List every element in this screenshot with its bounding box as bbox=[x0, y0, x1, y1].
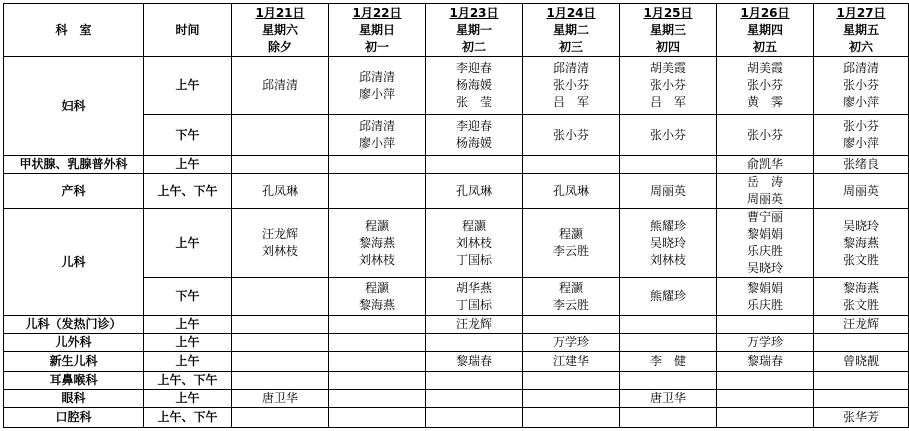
day-lunar: 初一 bbox=[364, 39, 389, 54]
doctor-name: 刘林枝 bbox=[649, 252, 686, 267]
doctor-name: 刘林枝 bbox=[358, 252, 395, 267]
doctor-name: 孔凤琳 bbox=[455, 183, 492, 198]
doctor-name: 张小芬 bbox=[746, 78, 783, 92]
duty-cell bbox=[329, 372, 426, 390]
doctor-name: 张文胜 bbox=[842, 252, 879, 267]
duty-cell bbox=[523, 408, 620, 428]
schedule-row bbox=[4, 352, 909, 372]
duty-cell bbox=[329, 156, 426, 174]
duty-cell bbox=[426, 390, 523, 408]
doctor-name: 汪龙辉 bbox=[842, 317, 879, 331]
doctor-name: 张小芬 bbox=[649, 78, 686, 92]
time-cell: 上午、下午 bbox=[144, 174, 232, 209]
duty-cell bbox=[717, 372, 814, 390]
duty-cell bbox=[523, 278, 620, 316]
doctor-name: 吕 军 bbox=[649, 95, 686, 109]
duty-cell bbox=[523, 316, 620, 334]
day-date: 1月23日 bbox=[449, 5, 499, 20]
duty-cell bbox=[232, 156, 329, 174]
duty-cell bbox=[329, 278, 426, 316]
duty-cell bbox=[232, 209, 329, 278]
doctor-name: 张小芬 bbox=[746, 127, 783, 142]
day-weekday: 星期三 bbox=[649, 22, 686, 37]
doctor-name: 唐卫华 bbox=[261, 391, 298, 405]
doctor-name: 邱清清 bbox=[358, 119, 395, 133]
duty-cell bbox=[329, 174, 426, 209]
duty-cell bbox=[814, 390, 909, 408]
day-date: 1月27日 bbox=[836, 5, 886, 20]
department-cell: 妇科 bbox=[4, 57, 144, 156]
doctor-name: 黄 霁 bbox=[746, 95, 783, 109]
day-date: 1月21日 bbox=[255, 5, 305, 20]
doctor-name: 程灏 bbox=[364, 218, 389, 233]
department-cell: 儿外科 bbox=[4, 334, 144, 352]
day-lunar: 初三 bbox=[558, 39, 583, 54]
day-weekday: 星期一 bbox=[455, 22, 492, 37]
duty-cell bbox=[232, 174, 329, 209]
doctor-name: 李 健 bbox=[649, 354, 686, 368]
day-header bbox=[426, 4, 523, 57]
doctor-name: 张华芳 bbox=[842, 410, 879, 424]
duty-cell bbox=[329, 209, 426, 278]
day-weekday: 星期四 bbox=[746, 22, 783, 37]
schedule-row bbox=[4, 209, 909, 278]
schedule-row bbox=[4, 408, 909, 428]
doctor-name: 邱清清 bbox=[261, 78, 298, 92]
duty-cell bbox=[329, 334, 426, 352]
doctor-name: 熊耀珍 bbox=[649, 289, 686, 303]
duty-cell bbox=[814, 316, 909, 334]
duty-cell bbox=[814, 372, 909, 390]
day-header bbox=[620, 4, 717, 57]
doctor-name: 吴晓玲 bbox=[649, 235, 686, 250]
department-cell: 新生儿科 bbox=[4, 352, 144, 372]
duty-cell bbox=[717, 352, 814, 372]
duty-cell bbox=[620, 372, 717, 390]
doctor-name: 吕 军 bbox=[552, 95, 589, 109]
duty-cell bbox=[426, 408, 523, 428]
duty-cell bbox=[620, 115, 717, 156]
duty-cell bbox=[620, 316, 717, 334]
duty-cell bbox=[717, 334, 814, 352]
doctor-name: 程灏 bbox=[558, 227, 583, 241]
time-cell: 上午 bbox=[144, 316, 232, 334]
duty-cell bbox=[620, 352, 717, 372]
schedule-row bbox=[4, 174, 909, 209]
duty-cell bbox=[717, 390, 814, 408]
duty-cell bbox=[329, 408, 426, 428]
doctor-name: 乐庆胜 bbox=[746, 297, 783, 312]
schedule-body bbox=[4, 57, 909, 428]
duty-cell bbox=[620, 278, 717, 316]
doctor-name: 万学珍 bbox=[552, 335, 589, 349]
duty-cell bbox=[329, 352, 426, 372]
doctor-name: 张小芬 bbox=[842, 78, 879, 92]
doctor-name: 邱清清 bbox=[358, 69, 395, 84]
doctor-name: 廖小萍 bbox=[842, 136, 879, 150]
doctor-name: 程灏 bbox=[461, 218, 486, 233]
day-weekday: 星期五 bbox=[842, 22, 879, 37]
day-weekday: 星期六 bbox=[261, 22, 298, 37]
day-header bbox=[523, 4, 620, 57]
department-cell: 甲状腺、乳腺普外科 bbox=[4, 156, 144, 174]
duty-cell bbox=[426, 57, 523, 115]
doctor-name: 张小芬 bbox=[649, 127, 686, 142]
duty-cell bbox=[814, 278, 909, 316]
duty-cell bbox=[523, 174, 620, 209]
duty-cell bbox=[717, 316, 814, 334]
day-lunar: 初四 bbox=[655, 39, 680, 54]
duty-cell bbox=[329, 57, 426, 115]
doctor-name: 黎娟娟 bbox=[746, 227, 783, 241]
day-lunar: 初六 bbox=[848, 39, 873, 54]
duty-cell bbox=[523, 209, 620, 278]
duty-cell bbox=[717, 174, 814, 209]
header-row bbox=[4, 4, 909, 57]
doctor-name: 丁国标 bbox=[455, 297, 492, 312]
doctor-name: 张小芬 bbox=[552, 127, 589, 142]
duty-cell bbox=[232, 57, 329, 115]
doctor-name: 程灏 bbox=[558, 280, 583, 295]
doctor-name: 吴晓玲 bbox=[842, 218, 879, 233]
duty-cell bbox=[523, 372, 620, 390]
doctor-name: 江建华 bbox=[552, 354, 589, 368]
duty-schedule-table bbox=[3, 3, 909, 428]
schedule-row bbox=[4, 334, 909, 352]
doctor-name: 张文胜 bbox=[842, 297, 879, 312]
time-cell: 下午 bbox=[144, 278, 232, 316]
time-cell: 上午 bbox=[144, 57, 232, 115]
duty-cell bbox=[232, 372, 329, 390]
doctor-name: 廖小萍 bbox=[842, 95, 879, 109]
doctor-name: 汪龙辉 bbox=[455, 317, 492, 331]
duty-cell bbox=[523, 352, 620, 372]
duty-cell bbox=[717, 156, 814, 174]
duty-cell bbox=[717, 408, 814, 428]
duty-cell bbox=[426, 115, 523, 156]
doctor-name: 刘林枝 bbox=[261, 244, 298, 258]
doctor-name: 孔凤琳 bbox=[552, 183, 589, 198]
duty-cell bbox=[232, 390, 329, 408]
duty-cell bbox=[620, 209, 717, 278]
duty-cell bbox=[232, 316, 329, 334]
doctor-name: 胡华燕 bbox=[455, 280, 492, 295]
schedule-row bbox=[4, 57, 909, 115]
duty-cell bbox=[426, 352, 523, 372]
doctor-name: 丁国标 bbox=[455, 252, 492, 267]
time-cell: 上午 bbox=[144, 390, 232, 408]
time-cell: 上午 bbox=[144, 156, 232, 174]
doctor-name: 胡美霞 bbox=[649, 61, 686, 75]
duty-cell bbox=[814, 408, 909, 428]
duty-cell bbox=[426, 278, 523, 316]
doctor-name: 李迎春 bbox=[455, 119, 492, 133]
day-header bbox=[329, 4, 426, 57]
duty-cell bbox=[232, 334, 329, 352]
doctor-name: 唐卫华 bbox=[649, 391, 686, 405]
doctor-name: 黎瑞春 bbox=[746, 354, 783, 368]
doctor-name: 黎娟娟 bbox=[746, 280, 783, 295]
doctor-name: 李云胜 bbox=[552, 297, 589, 312]
time-header: 时间 bbox=[144, 4, 232, 57]
duty-cell bbox=[523, 57, 620, 115]
doctor-name: 张小芬 bbox=[552, 78, 589, 92]
doctor-name: 张 莹 bbox=[455, 95, 492, 109]
doctor-name: 程灏 bbox=[364, 280, 389, 295]
duty-cell bbox=[232, 352, 329, 372]
duty-cell bbox=[620, 156, 717, 174]
duty-cell bbox=[814, 209, 909, 278]
doctor-name: 廖小萍 bbox=[358, 136, 395, 150]
duty-cell bbox=[620, 174, 717, 209]
duty-cell bbox=[717, 57, 814, 115]
doctor-name: 曹宁丽 bbox=[746, 210, 783, 224]
schedule-row bbox=[4, 372, 909, 390]
time-cell: 上午 bbox=[144, 352, 232, 372]
time-cell: 上午、下午 bbox=[144, 408, 232, 428]
day-date: 1月22日 bbox=[352, 5, 402, 20]
duty-cell bbox=[426, 174, 523, 209]
time-cell: 下午 bbox=[144, 115, 232, 156]
department-cell: 口腔科 bbox=[4, 408, 144, 428]
duty-cell bbox=[329, 115, 426, 156]
duty-cell bbox=[814, 115, 909, 156]
duty-cell bbox=[717, 278, 814, 316]
time-cell: 上午 bbox=[144, 209, 232, 278]
doctor-name: 孔凤琳 bbox=[261, 183, 298, 198]
schedule-page bbox=[3, 3, 909, 428]
time-cell: 上午 bbox=[144, 334, 232, 352]
duty-cell bbox=[620, 57, 717, 115]
doctor-name: 黎瑞春 bbox=[455, 354, 492, 368]
day-lunar: 初二 bbox=[461, 39, 486, 54]
doctor-name: 吴晓玲 bbox=[746, 261, 783, 275]
doctor-name: 周丽英 bbox=[842, 183, 879, 198]
duty-cell bbox=[232, 408, 329, 428]
doctor-name: 胡美霞 bbox=[746, 61, 783, 75]
duty-cell bbox=[814, 156, 909, 174]
schedule-row bbox=[4, 156, 909, 174]
duty-cell bbox=[426, 372, 523, 390]
schedule-row bbox=[4, 390, 909, 408]
duty-cell bbox=[814, 334, 909, 352]
doctor-name: 黎海燕 bbox=[842, 235, 879, 250]
duty-cell bbox=[814, 174, 909, 209]
duty-cell bbox=[717, 115, 814, 156]
dept-header: 科 室 bbox=[4, 4, 144, 57]
duty-cell bbox=[426, 156, 523, 174]
doctor-name: 周丽英 bbox=[746, 192, 783, 206]
doctor-name: 杨海媛 bbox=[455, 136, 492, 150]
doctor-name: 汪龙辉 bbox=[261, 227, 298, 241]
day-header bbox=[717, 4, 814, 57]
doctor-name: 邱清清 bbox=[842, 61, 879, 75]
doctor-name: 邱清清 bbox=[552, 61, 589, 75]
duty-cell bbox=[426, 316, 523, 334]
day-weekday: 星期二 bbox=[552, 22, 589, 37]
department-cell: 儿科 bbox=[4, 209, 144, 316]
department-cell: 耳鼻喉科 bbox=[4, 372, 144, 390]
department-cell: 儿科（发热门诊） bbox=[4, 316, 144, 334]
doctor-name: 李云胜 bbox=[552, 244, 589, 258]
department-cell: 眼科 bbox=[4, 390, 144, 408]
duty-cell bbox=[620, 390, 717, 408]
duty-cell bbox=[717, 209, 814, 278]
day-header bbox=[814, 4, 909, 57]
doctor-name: 杨海媛 bbox=[455, 78, 492, 92]
doctor-name: 周丽英 bbox=[649, 183, 686, 198]
duty-cell bbox=[329, 390, 426, 408]
duty-cell bbox=[814, 57, 909, 115]
day-date: 1月24日 bbox=[546, 5, 596, 20]
duty-cell bbox=[426, 334, 523, 352]
duty-cell bbox=[232, 115, 329, 156]
schedule-row bbox=[4, 316, 909, 334]
duty-cell bbox=[523, 334, 620, 352]
duty-cell bbox=[620, 334, 717, 352]
doctor-name: 熊耀珍 bbox=[649, 218, 686, 233]
duty-cell bbox=[523, 156, 620, 174]
duty-cell bbox=[523, 115, 620, 156]
department-cell: 产科 bbox=[4, 174, 144, 209]
duty-cell bbox=[523, 390, 620, 408]
doctor-name: 岳 涛 bbox=[746, 175, 783, 189]
doctor-name: 万学珍 bbox=[746, 335, 783, 349]
doctor-name: 张小芬 bbox=[842, 119, 879, 133]
doctor-name: 乐庆胜 bbox=[746, 244, 783, 258]
doctor-name: 黎海燕 bbox=[358, 297, 395, 312]
day-header bbox=[232, 4, 329, 57]
doctor-name: 黎海燕 bbox=[842, 280, 879, 295]
day-weekday: 星期日 bbox=[358, 22, 395, 37]
duty-cell bbox=[329, 316, 426, 334]
doctor-name: 张绪良 bbox=[842, 157, 879, 171]
day-lunar: 除夕 bbox=[267, 39, 292, 54]
doctor-name: 刘林枝 bbox=[455, 235, 492, 250]
doctor-name: 曾晓靓 bbox=[842, 354, 879, 368]
doctor-name: 廖小萍 bbox=[358, 86, 395, 101]
day-date: 1月26日 bbox=[740, 5, 790, 20]
doctor-name: 俞凯华 bbox=[746, 157, 783, 171]
time-cell: 上午、下午 bbox=[144, 372, 232, 390]
duty-cell bbox=[426, 209, 523, 278]
doctor-name: 李迎春 bbox=[455, 61, 492, 75]
duty-cell bbox=[232, 278, 329, 316]
day-lunar: 初五 bbox=[752, 39, 777, 54]
day-date: 1月25日 bbox=[643, 5, 693, 20]
duty-cell bbox=[814, 352, 909, 372]
duty-cell bbox=[620, 408, 717, 428]
doctor-name: 黎海燕 bbox=[358, 235, 395, 250]
